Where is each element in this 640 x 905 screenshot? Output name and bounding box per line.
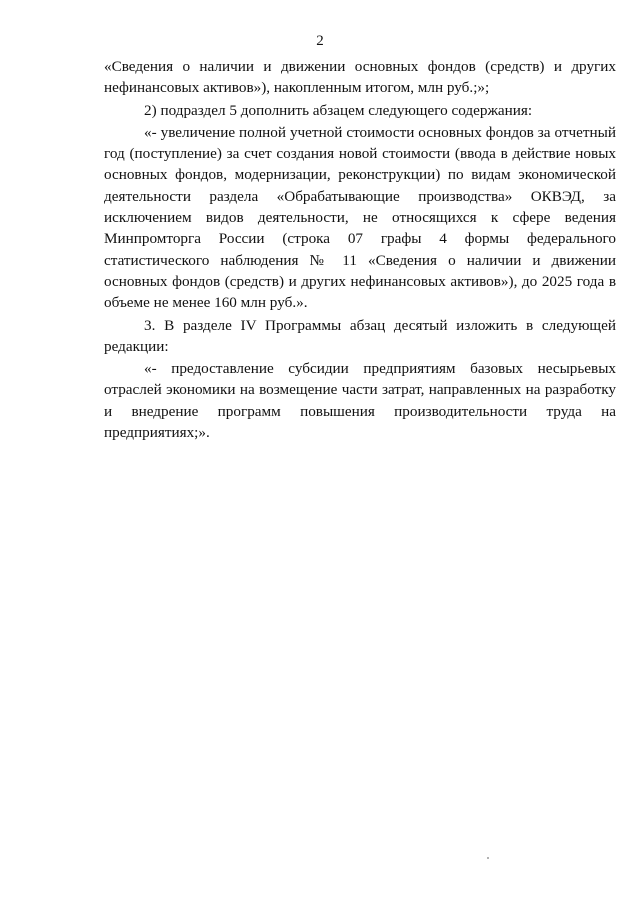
- scan-artifact-dot: [487, 857, 489, 859]
- paragraph-item-3: 3. В разделе IV Программы абзац десятый изложить в следующей редакции:: [104, 316, 616, 355]
- page-number: 2: [316, 33, 324, 49]
- document-body: [104, 56, 616, 443]
- paragraph-quoted-revision: «- предоставление субсидии предприятиям базовых несырьевых отраслей экономики на возмещение части затрат, направленных на разработку и внедрение программ повышения производительности труда на предприятиях;».: [104, 360, 616, 442]
- paragraph-continuation: «Сведения о наличии и движении основных фондов (средств) и других нефинансовых активов»), накопленным итогом, млн руб.;»;: [104, 58, 616, 97]
- paragraph-item-2: 2) подраздел 5 дополнить абзацем следующего содержания:: [144, 101, 533, 119]
- paragraph-quoted-addition: «- увеличение полной учетной стоимости основных фондов за отчетный год (поступление) за счет создания новой стоимости (ввода в действие новых основных фондов, модернизации, реконструкции) по видам экономической деятельности раздела «Обрабатывающие производства» ОКВЭД, за исключением видов деятельности, не относящихся к сфере ведения Минпромторга России (строка 07 графы 4 формы федерального статистического наблюдения № 11 «Сведения о наличии и движении основных фондов (средств) и других нефинансовых активов»), до 2025 года в объеме не менее 160 млн руб.».: [104, 123, 616, 312]
